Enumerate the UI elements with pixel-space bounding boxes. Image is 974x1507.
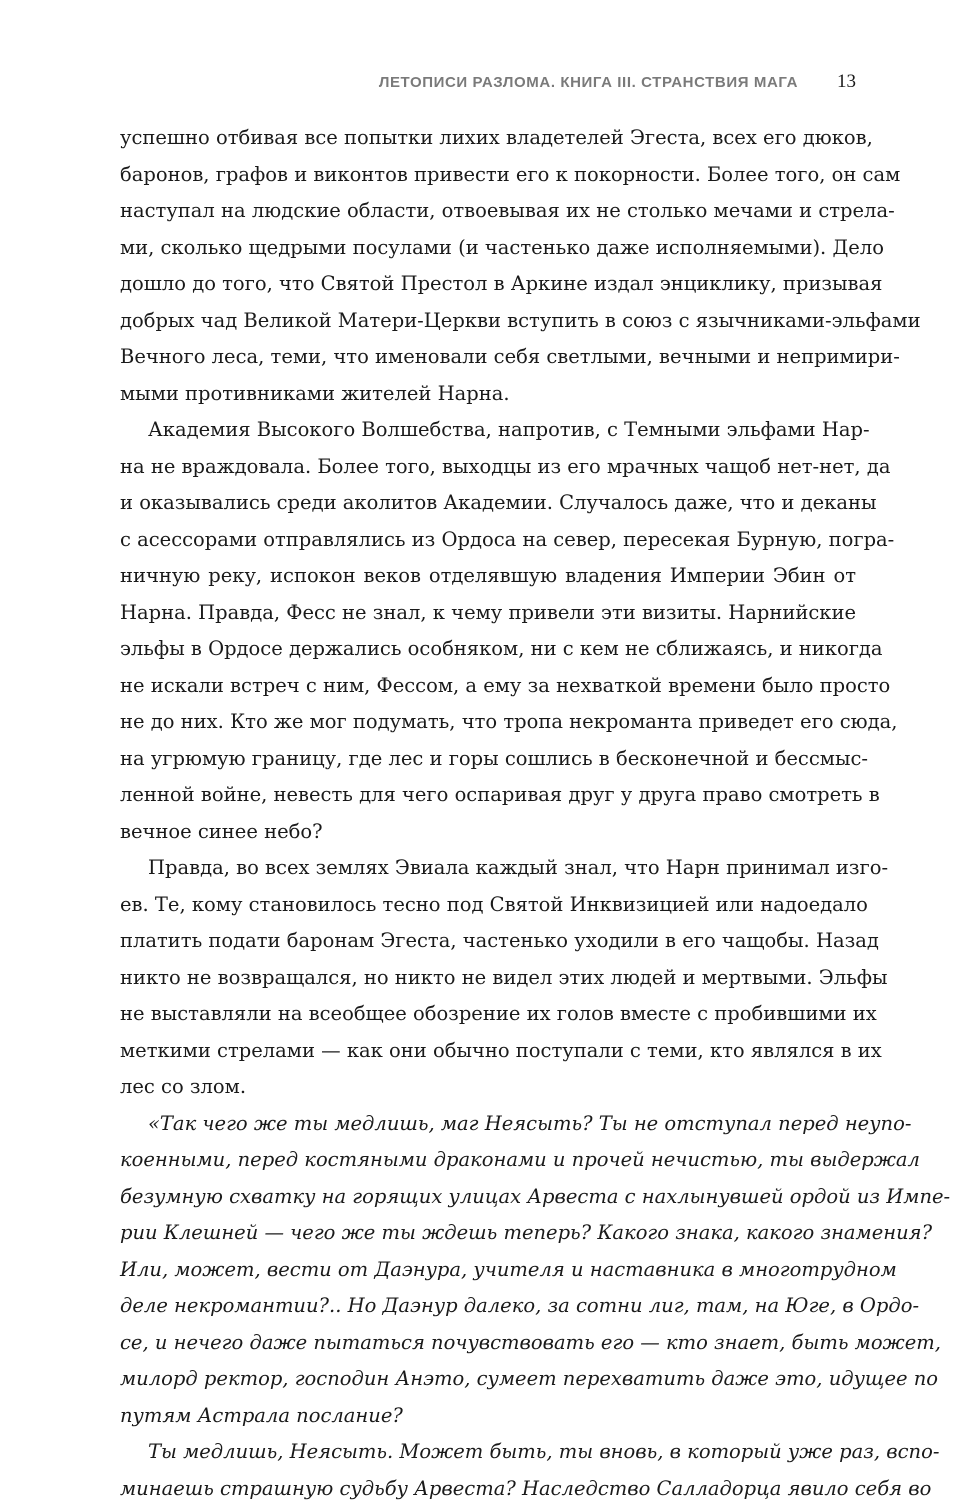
- text-line: наступал на людские области, отвоевывая их не столько мечами и стрела-: [120, 193, 856, 230]
- text-line: деле некромантии?.. Но Даэнур далеко, за сотни лиг, там, на Юге, в Ордо-: [120, 1288, 856, 1325]
- body-text: [120, 120, 856, 1507]
- text-line: «Так чего же ты медлишь, маг Неясыть? Ты не отступал перед неупо-: [120, 1106, 856, 1143]
- text-line: с асессорами отправлялись из Ордоса на север, пересекая Бурную, погра-: [120, 522, 856, 559]
- text-line: рии Клешней — чего же ты ждешь теперь? Какого знака, какого знамения?: [120, 1215, 856, 1252]
- text-line: ев. Те, кому становилось тесно под Святой Инквизицией или надоедало: [120, 887, 856, 924]
- text-line: путям Астрала послание?: [120, 1398, 856, 1435]
- text-line: дошло до того, что Святой Престол в Аркине издал энциклику, призывая: [120, 266, 856, 303]
- text-line: Вечного леса, теми, что именовали себя светлыми, вечными и непримири-: [120, 339, 856, 376]
- text-line: Ты медлишь, Неясыть. Может быть, ты вновь, в который уже раз, вспо-: [120, 1434, 856, 1471]
- text-line: на не враждовала. Более того, выходцы из его мрачных чащоб нет-нет, да: [120, 449, 856, 486]
- text-line: на угрюмую границу, где лес и горы сошлись в бесконечной и бессмыс-: [120, 741, 856, 778]
- text-line: Правда, во всех землях Эвиала каждый знал, что Нарн принимал изго-: [120, 850, 856, 887]
- text-line: коенными, перед костяными драконами и прочей нечистью, ты выдержал: [120, 1142, 856, 1179]
- paragraph: [120, 120, 856, 412]
- running-head: [120, 71, 856, 97]
- text-line: никто не возвращался, но никто не видел этих людей и мертвыми. Эльфы: [120, 960, 856, 997]
- text-line: безумную схватку на горящих улицах Арвеста с нахлынувшей ордой из Импе-: [120, 1179, 856, 1216]
- text-line: не искали встреч с ним, Фессом, а ему за нехваткой времени было просто: [120, 668, 856, 705]
- text-line: мыми противниками жителей Нарна.: [120, 376, 856, 413]
- text-line: успешно отбивая все попытки лихих владетелей Эгеста, всех его дюков,: [120, 120, 856, 157]
- text-line: Нарна. Правда, Фесс не знал, к чему привели эти визиты. Нарнийские: [120, 595, 856, 632]
- page-number: 13: [837, 71, 856, 93]
- text-line: меткими стрелами — как они обычно поступали с теми, кто являлся в их: [120, 1033, 856, 1070]
- text-line: добрых чад Великой Матери-Церкви вступить в союз с язычниками-эльфами: [120, 303, 856, 340]
- running-title: ЛЕТОПИСИ РАЗЛОМА. КНИГА III. СТРАНСТВИЯ МАГА: [379, 74, 798, 91]
- text-line: и оказывались среди аколитов Академии. Случалось даже, что и деканы: [120, 485, 856, 522]
- text-line: вечное синее небо?: [120, 814, 856, 851]
- italic-paragraph: [120, 1106, 856, 1435]
- text-line: ленной войне, невесть для чего оспаривая друг у друга право смотреть в: [120, 777, 856, 814]
- paragraph: [120, 412, 856, 850]
- italic-paragraph: [120, 1434, 856, 1507]
- text-line: минаешь страшную судьбу Арвеста? Наследство Салладорца явило себя во: [120, 1471, 856, 1507]
- text-line: Академия Высокого Волшебства, напротив, с Темными эльфами Нар-: [120, 412, 856, 449]
- text-line: лес со злом.: [120, 1069, 856, 1106]
- paragraph: [120, 850, 856, 1106]
- text-line: баронов, графов и виконтов привести его к покорности. Более того, он сам: [120, 157, 856, 194]
- text-line: ничную реку, испокон веков отделявшую владения Империи Эбин от: [120, 558, 856, 595]
- text-line: не выставляли на всеобщее обозрение их голов вместе с пробившими их: [120, 996, 856, 1033]
- text-line: милорд ректор, господин Анэто, сумеет перехватить даже это, идущее по: [120, 1361, 856, 1398]
- text-line: платить подати баронам Эгеста, частенько уходили в его чащобы. Назад: [120, 923, 856, 960]
- text-line: не до них. Кто же мог подумать, что тропа некроманта приведет его сюда,: [120, 704, 856, 741]
- text-line: ми, сколько щедрыми посулами (и частенько даже исполняемыми). Дело: [120, 230, 856, 267]
- text-line: се, и нечего даже пытаться почувствовать его — кто знает, быть может,: [120, 1325, 856, 1362]
- text-line: Или, может, вести от Даэнура, учителя и наставника в многотрудном: [120, 1252, 856, 1289]
- text-line: эльфы в Ордосе держались особняком, ни с кем не сближаясь, и никогда: [120, 631, 856, 668]
